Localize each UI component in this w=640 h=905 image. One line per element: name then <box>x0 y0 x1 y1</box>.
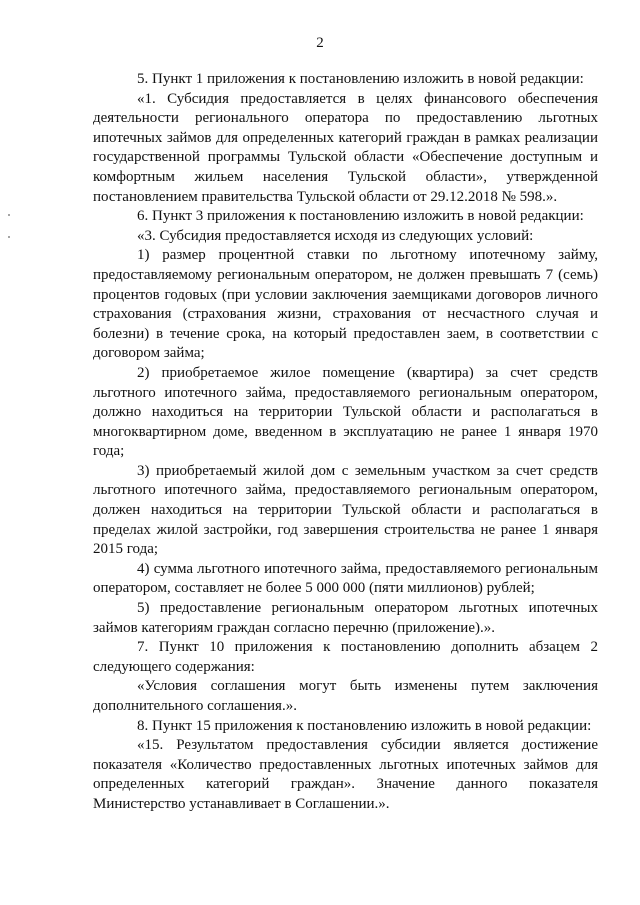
page-number: 2 <box>316 35 324 51</box>
paragraph-item-7-heading: 7. Пункт 10 приложения к постановлению дополнить абзацем 2 следующего содержания: <box>93 639 598 675</box>
paragraph-clause-15: «15. Результатом предоставления субсидии является достижение показателя «Количество предоставленных льготных ипотечных займов для определенных категорий граждан». Значение данного показателя Министерство устанавливает в Соглашении.». <box>93 737 598 812</box>
margin-mark <box>8 214 10 216</box>
paragraph-item-6-heading: 6. Пункт 3 приложения к постановлению изложить в новой редакции: <box>137 208 584 225</box>
paragraph-item-8-heading: 8. Пункт 15 приложения к постановлению изложить в новой редакции: <box>137 717 592 734</box>
paragraph-clause-3-intro: «3. Субсидия предоставляется исходя из следующих условий: <box>137 227 534 244</box>
list-item: 5) предоставление региональным оператором льготных ипотечных займов категориям граждан согласно перечню (приложение).». <box>93 600 598 636</box>
paragraph-item-5-heading: 5. Пункт 1 приложения к постановлению изложить в новой редакции: <box>137 71 584 87</box>
margin-mark <box>8 236 10 238</box>
paragraph-clause-1: «1. Субсидия предоставляется в целях финансового обеспечения деятельности регионального оператора по предоставлению льготных ипотечных займов для определенных категорий граждан в рамках реализации государственной программы Тульской области «Обеспечение доступным и комфортным жильем населения Тульской области», утвержденной постановлением правительства Тульской области от 29.12.2018 № 598.». <box>93 90 598 205</box>
document-body <box>93 70 598 815</box>
paragraph-clause-10-addition: «Условия соглашения могут быть изменены путем заключения дополнительного соглашения.». <box>93 678 598 714</box>
list-item: 1) размер процентной ставки по льготному ипотечному займу, предоставляемому региональным оператором, не должен превышать 7 (семь) процентов годовых (при условии заключения заемщиками договоров личного страхования (страхования жизни, страхования от несчастного случая и болезни) в течение срока, на который предоставлен заем, в соответствии с договором займа; <box>93 247 598 362</box>
list-item: 3) приобретаемый жилой дом с земельным участком за счет средств льготного ипотечного займа, предоставляемого региональным оператором, должен находиться на территории Тульской области и располагаться в пределах жилой застройки, год завершения строительства не ранее 1 января 2015 года; <box>93 462 598 558</box>
list-item: 4) сумма льготного ипотечного займа, предоставляемого региональным оператором, составляет не более 5 000 000 (пяти миллионов) рублей; <box>93 560 598 597</box>
list-item: 2) приобретаемое жилое помещение (квартира) за счет средств льготного ипотечного займа, предоставляемого региональным оператором, должно находиться на территории Тульской области и располагаться в многоквартирном доме, введенном в эксплуатацию не ранее 1 января 1970 года; <box>93 364 598 460</box>
